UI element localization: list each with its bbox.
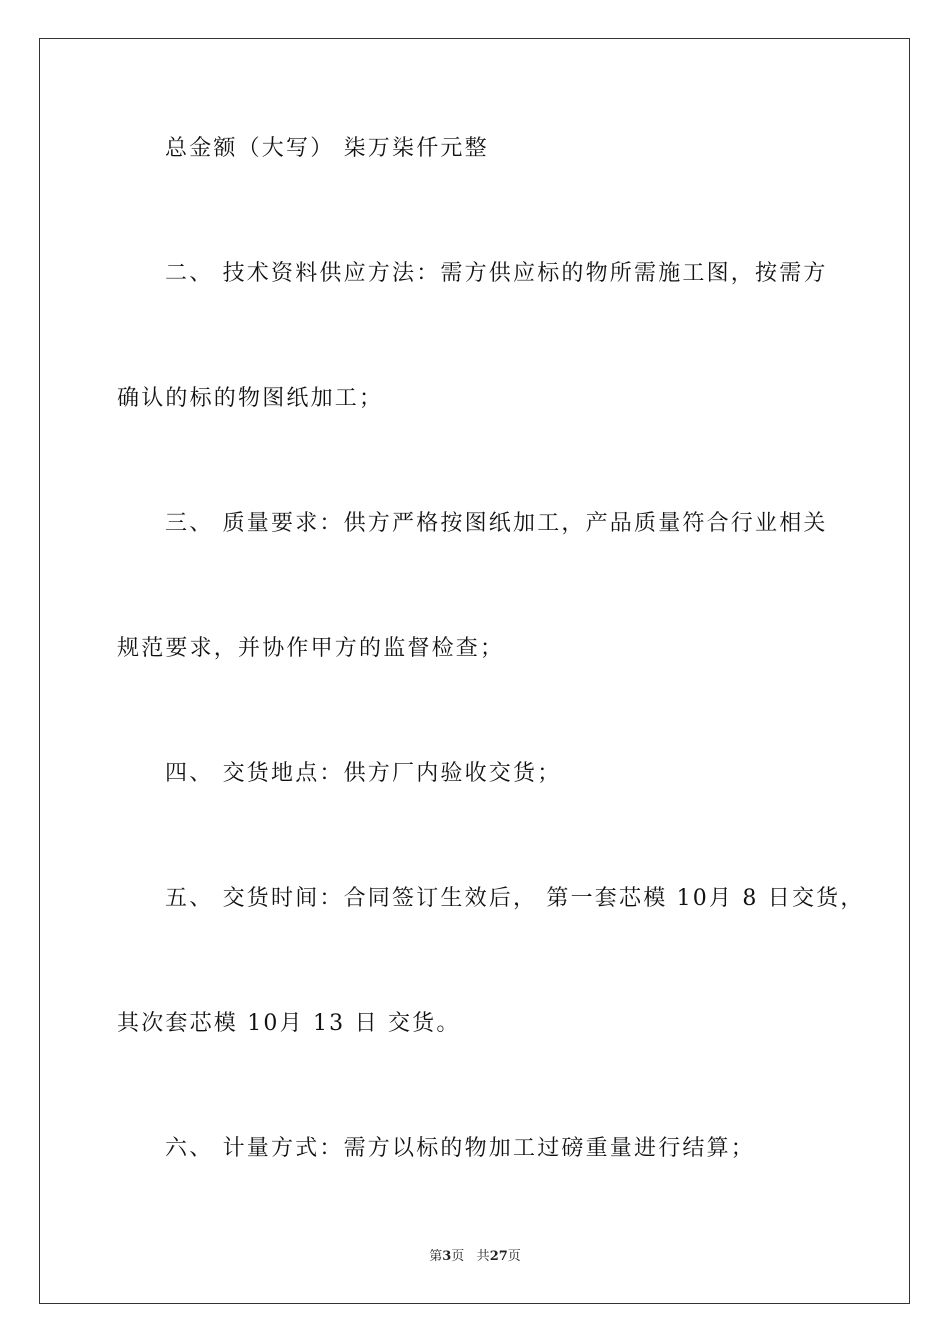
text-line-section-3-cont: 规范要求，并协作甲方的监督检查； [117, 636, 505, 661]
text-line-section-5: 五、 交货时间：合同签订生效后， 第一套芯模 10月 8 日交货， [165, 886, 865, 911]
text-line-section-6: 六、 计量方式：需方以标的物加工过磅重量进行结算； [165, 1136, 755, 1161]
text-line-section-2: 二、 技术资料供应方法：需方供应标的物所需施工图，按需方 [165, 261, 828, 286]
footer-page-prefix: 第 [429, 1249, 443, 1264]
footer-total-suffix: 页 [507, 1249, 521, 1264]
text-line-section-2-cont: 确认的标的物图纸加工； [117, 386, 384, 411]
text-line-section-3: 三、 质量要求：供方严格按图纸加工，产品质量符合行业相关 [165, 511, 828, 536]
footer-page-number: 3 [442, 1249, 452, 1264]
footer-total-prefix: 共 [476, 1249, 490, 1264]
footer-total-pages: 27 [489, 1249, 508, 1264]
footer-page-suffix: 页 [451, 1249, 465, 1264]
text-line-total-amount: 总金额（大写） 柒万柒仟元整 [165, 136, 489, 161]
page-footer [0, 1248, 950, 1266]
text-line-section-4: 四、 交货地点：供方厂内验收交货； [165, 761, 562, 786]
page-frame [39, 38, 910, 1304]
text-line-section-5-cont: 其次套芯模 10月 13 日 交货。 [117, 1011, 461, 1036]
